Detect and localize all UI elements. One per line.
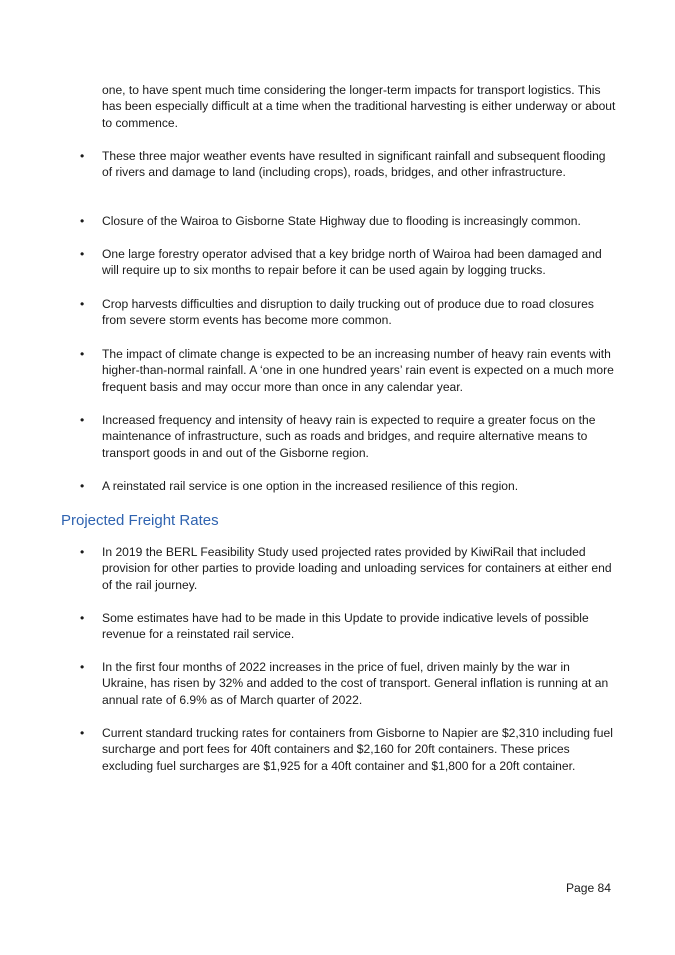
list-item-text: Increased frequency and intensity of heavy rain is expected to require a greater focus on the maintenance of infrastructure, such as roads and bridges, and require alternative means to transport goods in and out of the Gisborne region. [102,413,596,460]
bullet-icon: • [80,479,85,493]
bullet-icon: • [80,413,85,427]
list-item-text: Some estimates have had to be made in this Update to provide indicative levels of possible revenue for a reinstated rail service. [102,611,589,642]
list-item-text: Closure of the Wairoa to Gisborne State Highway due to flooding is increasingly common. [102,214,581,228]
list-item-text: A reinstated rail service is one option in the increased resilience of this region. [102,479,519,493]
bullet-icon: • [80,726,85,740]
bullet-icon: • [80,149,85,163]
list-item-text: In 2019 the BERL Feasibility Study used projected rates provided by KiwiRail that included provision for other parties to provide loading and unloading services for containers at either end of the rail journey. [102,545,612,592]
bullet-icon: • [80,611,85,625]
bullet-icon: • [80,545,85,559]
bullet-icon: • [80,247,85,261]
bullet-icon: • [80,347,85,361]
bullet-icon: • [80,660,85,674]
page-number: Page 84 [565,881,611,895]
list-item-text: Crop harvests difficulties and disruption to daily trucking out of produce due to road closures from severe storm events has become more common. [102,297,594,328]
bullet-icon: • [80,214,85,228]
list-item-text: These three major weather events have resulted in significant rainfall and subsequent flooding of rivers and damage to land (including crops), roads, bridges, and other infrastructure. [102,149,606,180]
list-item-text: One large forestry operator advised that a key bridge north of Wairoa had been damaged and will require up to six months to repair before it can be used again by logging trucks. [102,247,602,278]
list-item-text: Current standard trucking rates for containers from Gisborne to Napier are $2,310 including fuel surcharge and port fees for 40ft containers and $2,160 for 20ft containers. These prices excluding fuel surcharges are $1,925 for a 40ft container and $1,800 for a 20ft container. [102,726,613,773]
bullet-icon: • [80,297,85,311]
continued-paragraph: one, to have spent much time considering the longer-term impacts for transport logistics. This has been especially difficult at a time when the traditional harvesting is either underway or about to commence. [102,83,616,130]
list-item-text: In the first four months of 2022 increases in the price of fuel, driven mainly by the war in Ukraine, has risen by 32% and added to the cost of transport. General inflation is running at an annual rate of 6.9% as of March quarter of 2022. [102,660,609,707]
list-item-text: The impact of climate change is expected to be an increasing number of heavy rain events with higher-than-normal rainfall. A ‘one in one hundred years’ rain event is expected on a much more frequent basis and may occur more than once in any calendar year. [102,347,614,394]
section-heading: Projected Freight Rates [61,512,219,529]
